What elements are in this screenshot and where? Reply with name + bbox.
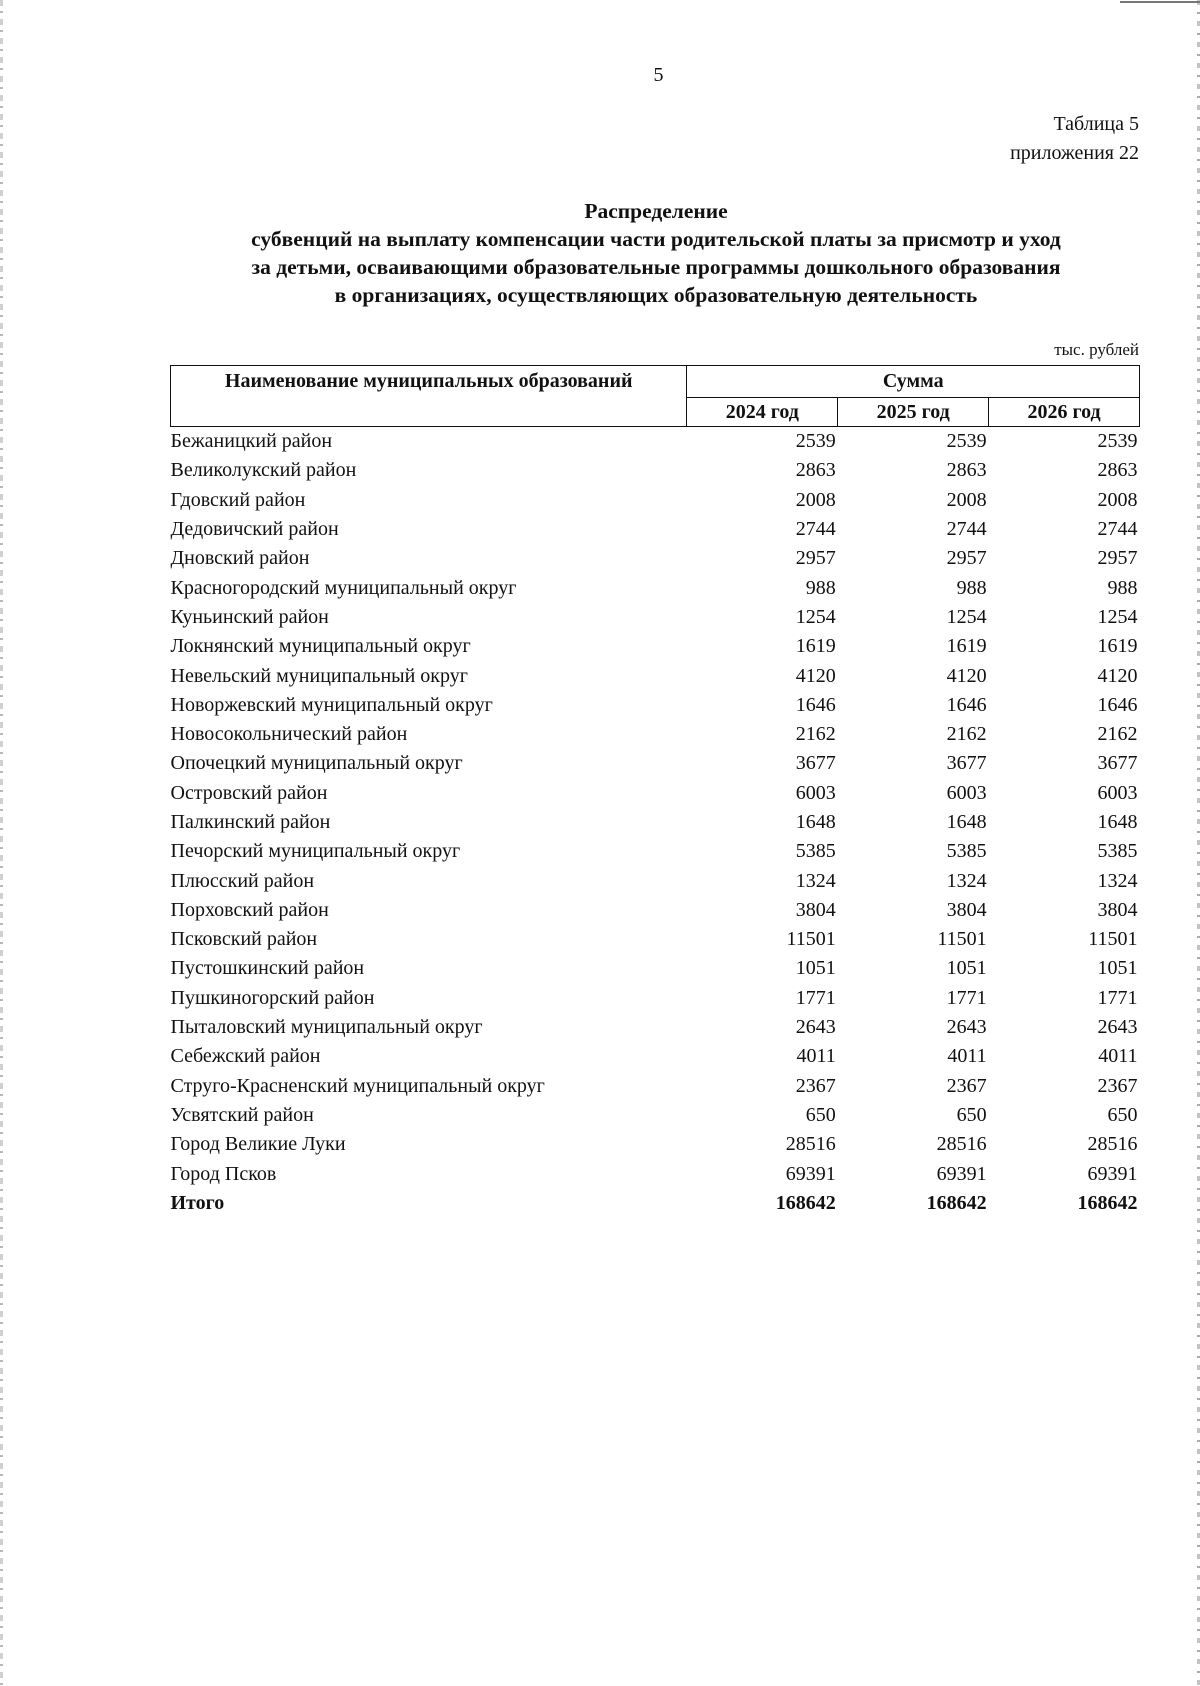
- value-2026: 1619: [1097, 635, 1138, 658]
- value-2026: 1646: [1097, 693, 1138, 716]
- table-label-line2: приложения 22: [1010, 142, 1139, 164]
- value-2026: 2957: [1097, 547, 1138, 570]
- table-row: [171, 984, 1140, 1013]
- header-year-2025: 2025 год: [838, 398, 989, 427]
- municipality-name: Новоржевский муниципальный округ: [170, 693, 493, 716]
- document-title: [170, 197, 1142, 309]
- value-2024: 6003: [795, 781, 836, 804]
- table-row: [171, 1130, 1140, 1159]
- value-2026: 6003: [1097, 781, 1138, 804]
- value-2024: 2367: [795, 1074, 836, 1097]
- value-2024: 3804: [795, 898, 836, 921]
- value-2026: 2162: [1097, 723, 1138, 746]
- table-row: [171, 632, 1140, 661]
- value-2025: 1646: [946, 693, 987, 716]
- municipality-name: Дедовичский район: [170, 518, 339, 541]
- table-body: [171, 427, 1140, 1219]
- table-row: [171, 544, 1140, 573]
- municipality-name: Гдовский район: [170, 488, 306, 511]
- municipality-name: Островский район: [170, 781, 328, 804]
- title-line2: субвенций на выплату компенсации части родительской платы за присмотр и уход: [251, 227, 1061, 251]
- value-2025: 3804: [946, 898, 987, 921]
- municipality-name: Город Великие Луки: [170, 1133, 346, 1156]
- units-label: тыс. рублей: [1054, 340, 1139, 359]
- value-2026: 4011: [1098, 1045, 1138, 1068]
- header-year-2026: 2026 год: [989, 398, 1140, 427]
- distribution-table: [170, 365, 1140, 1218]
- table-label: [1010, 110, 1139, 168]
- table-row: [171, 603, 1140, 632]
- value-2025: 988: [956, 576, 987, 599]
- total-row: [171, 1189, 1140, 1218]
- municipality-name: Псковский район: [170, 928, 318, 951]
- header-year-2024: 2024 год: [687, 398, 838, 427]
- municipality-name: Порховский район: [170, 898, 329, 921]
- value-2024: 2539: [795, 430, 836, 453]
- municipality-name: Дновский район: [170, 547, 310, 570]
- table-row: [171, 837, 1140, 866]
- municipality-name: Пушкиногорский район: [170, 986, 375, 1009]
- value-2026: 1254: [1097, 605, 1138, 628]
- value-2026: 1051: [1097, 957, 1138, 980]
- value-2026: 5385: [1097, 840, 1138, 863]
- value-2025: 1324: [946, 869, 987, 892]
- value-2024: 3677: [795, 752, 836, 775]
- table-row: [171, 515, 1140, 544]
- municipality-name: Город Псков: [170, 1162, 277, 1185]
- value-2024: 2744: [795, 518, 836, 541]
- municipality-name: Пустошкинский район: [170, 957, 365, 980]
- value-2026: 650: [1107, 1103, 1138, 1126]
- municipality-name: Красногородский муниципальный округ: [170, 576, 517, 599]
- value-2024: 1254: [795, 605, 836, 628]
- value-2025: 2367: [946, 1074, 987, 1097]
- municipality-name: Новосокольнический район: [170, 723, 408, 746]
- value-2026: 988: [1107, 576, 1138, 599]
- value-2025: 1619: [946, 635, 987, 658]
- table-row: [171, 1072, 1140, 1101]
- value-2024: 5385: [795, 840, 836, 863]
- value-2025: 2863: [946, 459, 987, 482]
- table-row: [171, 1042, 1140, 1071]
- value-2025: 1771: [946, 986, 987, 1009]
- value-2026: 2863: [1097, 459, 1138, 482]
- table-row: [171, 749, 1140, 778]
- header-sum: Сумма: [687, 366, 1140, 398]
- scan-edge-left: [0, 0, 3, 1686]
- value-2024: 11501: [786, 928, 836, 951]
- value-2025: 2008: [946, 488, 987, 511]
- value-2025: 4120: [946, 664, 987, 687]
- table-row: [171, 779, 1140, 808]
- value-2025: 650: [956, 1103, 987, 1126]
- value-2026: 2539: [1097, 430, 1138, 453]
- value-2025: 11501: [937, 928, 987, 951]
- table-row: [171, 896, 1140, 925]
- value-2026: 28516: [1087, 1133, 1138, 1156]
- table-row: [171, 808, 1140, 837]
- municipality-name: Усвятский район: [170, 1103, 314, 1126]
- value-2026: 3804: [1097, 898, 1138, 921]
- municipality-name: Плюсский район: [170, 869, 315, 892]
- municipality-name: Бежаницкий район: [170, 430, 333, 453]
- total-value-2025: 168642: [926, 1191, 987, 1214]
- value-2025: 5385: [946, 840, 987, 863]
- value-2025: 28516: [936, 1133, 987, 1156]
- scan-edge-top: [1120, 1, 1200, 3]
- value-2025: 6003: [946, 781, 987, 804]
- value-2025: 3677: [946, 752, 987, 775]
- table-label-line1: Таблица 5: [1053, 113, 1139, 135]
- value-2026: 2643: [1097, 1016, 1138, 1039]
- municipality-name: Куньинский район: [170, 605, 329, 628]
- value-2024: 4120: [795, 664, 836, 687]
- total-value-2026: 168642: [1077, 1191, 1138, 1214]
- total-value-2024: 168642: [775, 1191, 836, 1214]
- value-2024: 28516: [785, 1133, 836, 1156]
- table-row: [171, 573, 1140, 602]
- value-2024: 2643: [795, 1016, 836, 1039]
- value-2025: 1051: [946, 957, 987, 980]
- value-2025: 1254: [946, 605, 987, 628]
- municipality-name: Великолукский район: [170, 459, 357, 482]
- title-line3: за детьми, осваивающими образовательные программы дошкольного образования: [251, 255, 1061, 279]
- value-2024: 4011: [796, 1045, 836, 1068]
- value-2024: 988: [805, 576, 836, 599]
- municipality-name: Печорский муниципальный округ: [170, 840, 461, 863]
- table-row: [171, 1013, 1140, 1042]
- value-2024: 69391: [785, 1162, 836, 1185]
- municipality-name: Невельский муниципальный округ: [170, 664, 468, 687]
- municipality-name: Струго-Красненский муниципальный округ: [170, 1074, 545, 1097]
- table-row: [171, 691, 1140, 720]
- value-2026: 3677: [1097, 752, 1138, 775]
- value-2025: 2744: [946, 518, 987, 541]
- value-2026: 69391: [1087, 1162, 1138, 1185]
- municipality-name: Себежский район: [170, 1045, 321, 1068]
- value-2024: 1051: [795, 957, 836, 980]
- value-2024: 1771: [795, 986, 836, 1009]
- value-2024: 2008: [795, 488, 836, 511]
- value-2024: 2957: [795, 547, 836, 570]
- value-2025: 2957: [946, 547, 987, 570]
- value-2024: 1619: [795, 635, 836, 658]
- table-row: [171, 1159, 1140, 1188]
- value-2026: 1648: [1097, 811, 1138, 833]
- table-row: [171, 720, 1140, 749]
- value-2025: 2162: [946, 723, 987, 746]
- value-2025: 4011: [947, 1045, 987, 1068]
- value-2024: 2863: [795, 459, 836, 482]
- value-2026: 1324: [1097, 869, 1138, 892]
- value-2026: 1771: [1097, 986, 1138, 1009]
- municipality-name: Палкинский район: [170, 811, 331, 833]
- municipality-name: Опочецкий муниципальный округ: [170, 752, 463, 775]
- value-2025: 69391: [936, 1162, 987, 1185]
- value-2026: 2744: [1097, 518, 1138, 541]
- value-2024: 1646: [795, 693, 836, 716]
- value-2026: 2367: [1097, 1074, 1138, 1097]
- table-row: [171, 1101, 1140, 1130]
- value-2026: 11501: [1088, 928, 1138, 951]
- page-number: 5: [653, 64, 664, 86]
- title-line4: в организациях, осуществляющих образовательную деятельность: [334, 283, 978, 307]
- table-row: [171, 954, 1140, 983]
- value-2024: 650: [805, 1103, 836, 1126]
- value-2026: 2008: [1097, 488, 1138, 511]
- title-line1: Распределение: [584, 199, 728, 223]
- table-row: [171, 661, 1140, 690]
- table-row: [171, 456, 1140, 485]
- value-2024: 2162: [795, 723, 836, 746]
- value-2024: 1648: [795, 811, 836, 833]
- header-municipality: Наименование муниципальных образований: [171, 366, 687, 427]
- municipality-name: Пыталовский муниципальный округ: [170, 1016, 483, 1039]
- table-row: [171, 925, 1140, 954]
- value-2024: 1324: [795, 869, 836, 892]
- value-2026: 4120: [1097, 664, 1138, 687]
- table-row: [171, 486, 1140, 515]
- value-2025: 1648: [946, 811, 987, 833]
- table-row: [171, 427, 1140, 457]
- table-row: [171, 866, 1140, 895]
- value-2025: 2643: [946, 1016, 987, 1039]
- municipality-name: Локнянский муниципальный округ: [170, 635, 471, 658]
- total-municipality-name: Итого: [170, 1191, 225, 1214]
- value-2025: 2539: [946, 430, 987, 453]
